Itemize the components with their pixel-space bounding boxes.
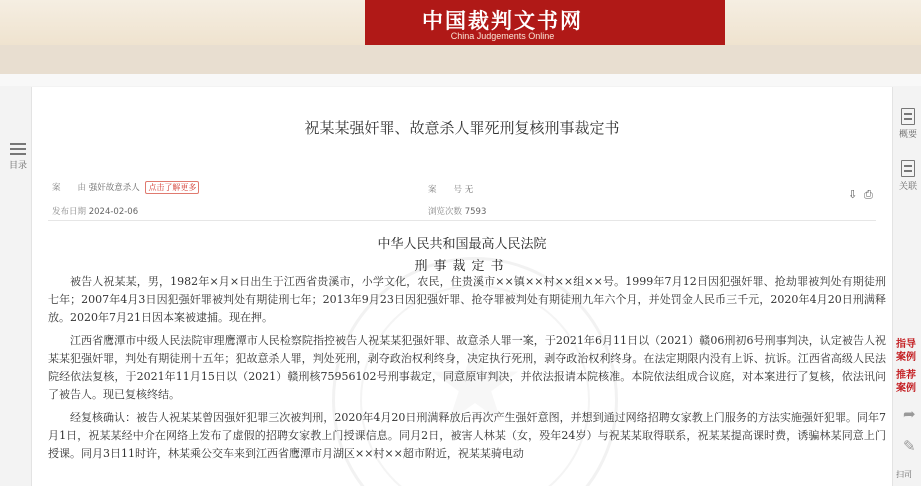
document-title: 祝某某强奸罪、故意杀人罪死刑复核刑事裁定书 [304,119,620,137]
related-button[interactable] [896,160,920,192]
publish-value: 2024-02-06 [88,207,139,217]
case-no-value: 无 [464,185,474,195]
recommend-cases-link[interactable] [896,369,921,395]
document-card [31,87,893,486]
toc-button[interactable] [6,140,30,171]
pencil-icon[interactable]: ✎ [903,437,916,455]
print-icon[interactable]: ⎙ [864,188,873,201]
court-name: 中华人民共和国最高人民法院 [377,237,547,252]
recommend-line1: 推荐 [896,370,916,381]
paragraph-defendant: 被告人祝某某，男，1982年×月×日出生于江西省贵溪市，小学文化，农民，住贵溪市××镇××村××组××号。1999年7月12日因犯强奸罪、抢劫罪被判处有期徒刑七年；2007年4月3日因犯强奸罪被判处有期徒刑七年；2013年9月23日因犯强奸罪、抢夺罪被判处有期徒刑九年六个月，并处罚金人民币三千元，2020年4月20日刑满释放。2020年7月21日因本案被逮捕。现在押。 [48,275,886,324]
publish-key: 发布日期 [52,207,87,217]
meta-divider [48,220,876,221]
case-no-row [428,183,473,195]
summary-label: 概要 [898,130,917,140]
cause-key: 案 由 [52,183,87,193]
publish-date-row [52,205,138,217]
guide-line1: 指导 [896,339,916,350]
guide-cases-link[interactable] [896,338,921,364]
list-icon [10,143,26,155]
summary-button[interactable] [896,108,920,140]
recommend-line2: 案例 [896,383,916,394]
cause-row [52,181,199,194]
learn-more-tag[interactable]: 点击了解更多 [145,181,199,194]
guide-line2: 案例 [896,352,916,363]
scan-share-line1: 扫司 [896,470,912,479]
views-row [428,205,486,217]
document-body [48,273,886,468]
paragraph-facts: 经复核确认：被告人祝某某曾因强奸犯罪三次被判刑，2020年4月20日刑满释放后再次产生强奸意图，并想到通过网络招聘女家教上门服务的方法实施强奸犯罪。同年7月1日，祝某某经中介在网络上发布了虚假的招聘女家教上门授课信息。同月2日，被害人林某（女，殁年24岁）与祝某某取得联系，祝某某提高课时费，诱骗林某同意上门授课。同月3日11时许，林某乘公交车来到江西省鹰潭市月湖区××村××超市附近，祝某某骑电动 [48,411,886,460]
toc-label: 目录 [8,161,27,171]
related-label: 关联 [898,182,917,192]
site-logo-title[interactable]: 中国裁判文书网 [422,9,583,33]
download-icon[interactable]: ⇩ [848,188,858,201]
site-logo-subtitle: China Judgements Online [450,31,555,41]
cause-value[interactable]: 强奸故意杀人 [88,183,140,193]
summary-doc-icon [901,108,915,125]
views-value: 7593 [464,207,487,217]
paragraph-procedure: 江西省鹰潭市中级人民法院审理鹰潭市人民检察院指控被告人祝某某犯强奸罪、故意杀人罪一案，于2021年6月11日以（2021）赣06刑初6号刑事判决，认定被告人祝某某犯强奸罪，判处有期徒刑十五年；犯故意杀人罪，判处死刑，剥夺政治权利终身，决定执行死刑，剥夺政治权利终身。在法定期限内没有上诉、抗诉。江西省高级人民法院经依法复核，于2021年11月15日以（2021）赣刑核75956102号刑事裁定，同意原审判决，并依法报请本院核准。本院依法组成合议庭，对本案进行了复核，依法讯问了被告人。现已复核终结。 [48,334,886,401]
nav-bar [0,45,921,74]
case-no-key: 案 号 [428,185,463,195]
share-arrow-icon[interactable]: ➦ [903,405,916,423]
related-doc-icon [901,160,915,177]
views-key: 浏览次数 [428,207,463,217]
scan-share-label[interactable] [896,470,921,479]
nav-bar-shadow [0,74,921,86]
document-type: 刑事裁定书 [414,259,510,274]
